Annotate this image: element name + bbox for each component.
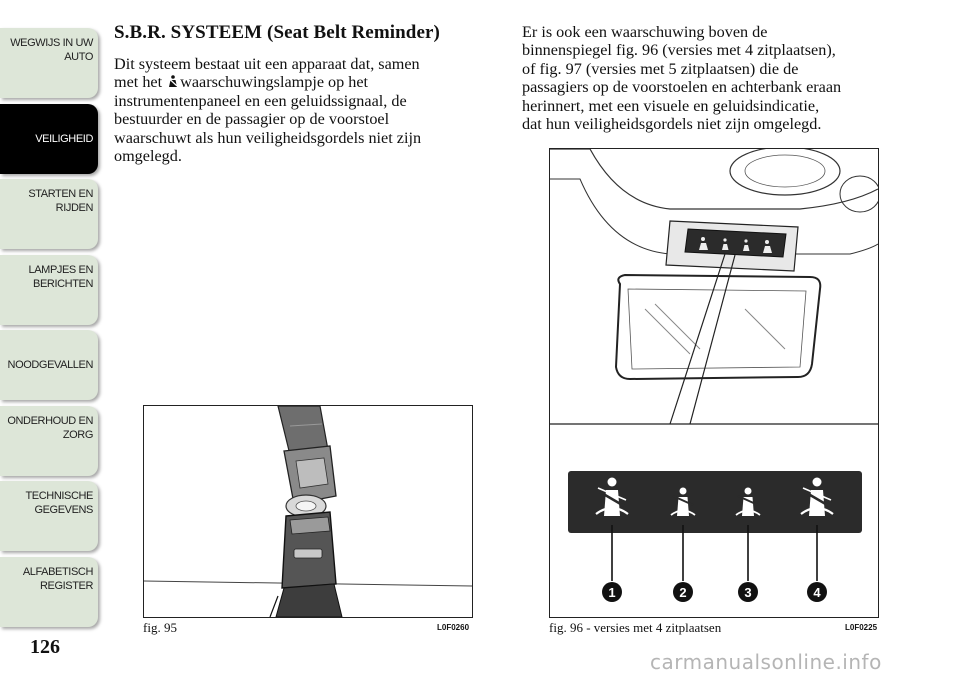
tab-label: ONDERHOUD EN ZORG [7, 415, 93, 441]
seatbelt-buckle-illustration [144, 406, 472, 617]
tab-label: TECHNISCHE GEGEVENS [25, 490, 93, 516]
tab-onderhoud[interactable] [0, 406, 98, 476]
tab-starten[interactable] [0, 179, 98, 249]
watermark: carmanualsonline.info [650, 650, 882, 674]
tab-lampjes[interactable] [0, 255, 98, 325]
tab-noodgevallen[interactable] [0, 330, 98, 400]
tab-technische[interactable] [0, 481, 98, 551]
fig95-illustration [143, 405, 473, 618]
section-title: S.B.R. SYSTEEM (Seat Belt Reminder) [114, 22, 440, 43]
fig96-caption: fig. 96 - versies met 4 zitplaatsen [549, 620, 722, 635]
callout-4-label: 4 [813, 585, 821, 600]
tab-label: LAMPJES EN BERICHTEN [28, 264, 93, 290]
intro-text-b: waarschuwingslampje op het instrumentenpaneel en een geluidssignaal, de bestuurder en de passagier op de voorstoel waarschuwt als hun veiligheidsgordels niet zijn omgelegd. [114, 73, 422, 166]
fig95-code: L0F0260 [437, 623, 470, 632]
tab-label: WEGWIJS IN UW AUTO [10, 37, 93, 63]
fig95-caption: fig. 95 [143, 620, 177, 635]
callout-2-label: 2 [679, 585, 687, 600]
tab-wegwijs[interactable] [0, 28, 98, 98]
sidebar-tabs [0, 0, 100, 640]
right-paragraph: Er is ook een waarschuwing boven de binnenspiegel fig. 96 (versies met 4 zitplaatsen), of fig. 97 (versies met 5 zitplaatsen) die de passagiers op de voorstoelen en achterbank eraan herinnert, met een visuele en geluidsindicatie, dat hun veiligheidsgordels niet zijn omgelegd. [522, 23, 842, 134]
tab-label: STARTEN EN RIJDEN [28, 188, 93, 214]
fig96-illustration [549, 148, 879, 618]
tab-label: ALFABETISCH REGISTER [22, 566, 93, 592]
tab-veiligheid[interactable] [0, 104, 98, 174]
mirror-warning-illustration [550, 149, 878, 617]
seatbelt-warning-icon [167, 75, 179, 88]
tab-alfabetisch[interactable] [0, 557, 98, 627]
intro-paragraph [114, 55, 494, 165]
tab-label: VEILIGHEID [35, 133, 93, 145]
callout-3-label: 3 [744, 585, 752, 600]
callout-1-label: 1 [608, 585, 616, 600]
tab-label: NOODGEVALLEN [7, 359, 93, 371]
page-number: 126 [30, 636, 60, 658]
fig96-code: L0F0225 [845, 623, 878, 632]
intro-text-a: Dit systeem bestaat uit een apparaat dat, samen met het [114, 55, 420, 92]
